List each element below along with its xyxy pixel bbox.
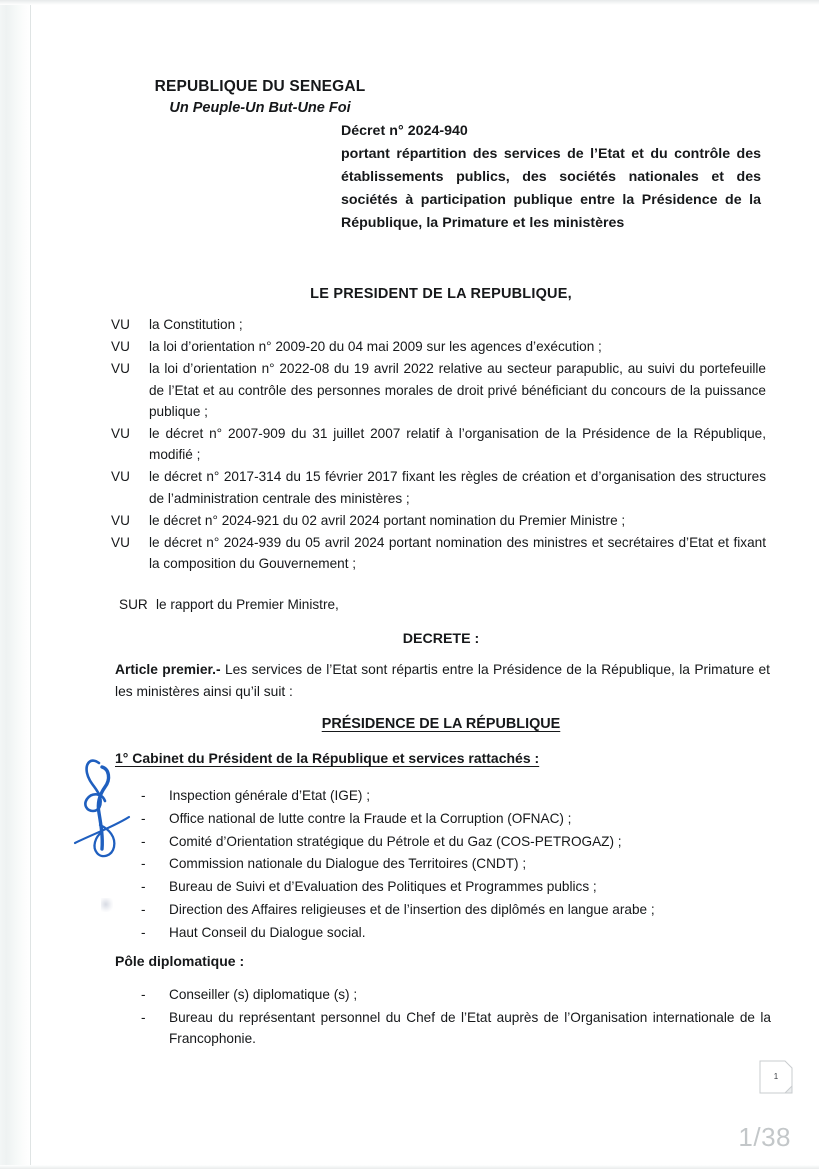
decrete-heading: DECRETE : bbox=[402, 631, 480, 647]
bullet-dash-icon: - bbox=[141, 987, 146, 1002]
viewer-bottom-rule bbox=[0, 1165, 819, 1169]
sur-label: SUR bbox=[119, 597, 148, 612]
article-label: Article premier.- bbox=[115, 662, 221, 677]
vu-clause bbox=[111, 466, 766, 508]
bullet-dash-icon: - bbox=[141, 788, 146, 803]
bullet-dash-icon: - bbox=[141, 924, 146, 940]
vu-text: le décret n° 2007-909 du 31 juillet 2007 relatif à l’organisation de la Présidence de la République, modifié ; bbox=[149, 426, 766, 463]
vu-clause bbox=[111, 336, 766, 357]
vu-clause bbox=[111, 423, 766, 465]
country-name: REPUBLIQUE DU SENEGAL bbox=[154, 78, 366, 95]
list-item-label: Commission nationale du Dialogue des Territoires (CNDT) ; bbox=[169, 856, 527, 872]
list-item-label: Comité d’Orientation stratégique du Pétrole et du Gaz (COS-PETROGAZ) ; bbox=[169, 833, 622, 849]
list-item bbox=[141, 984, 771, 1005]
sur-text: le rapport du Premier Ministre, bbox=[156, 597, 339, 612]
pole-diplomatique-list bbox=[141, 984, 771, 1051]
bullet-dash-icon: - bbox=[141, 879, 146, 895]
bullet-dash-icon: - bbox=[141, 833, 146, 849]
vu-clause bbox=[111, 314, 766, 335]
vu-label: VU bbox=[111, 361, 130, 377]
subsection-heading-cabinet bbox=[115, 750, 539, 766]
vu-label: VU bbox=[111, 317, 130, 332]
vu-text: la loi d’orientation n° 2009-20 du 04 mai 2009 sur les agences d’exécution ; bbox=[149, 339, 602, 355]
list-item-label: Bureau de Suivi et d’Evaluation des Politiques et Programmes publics ; bbox=[169, 879, 597, 895]
page-corner-icon bbox=[758, 1059, 794, 1095]
page-counter: 1/38 bbox=[738, 1122, 791, 1152]
vu-clause-list bbox=[111, 314, 766, 575]
vu-text: le décret n° 2024-921 du 02 avril 2024 portant nomination du Premier Ministre ; bbox=[149, 512, 626, 528]
section-heading-presidence bbox=[111, 716, 771, 732]
vu-text: le décret n° 2024-939 du 05 avril 2024 portant nomination des ministres et secrétaires d’Etat et fixant la composition du Gouvernement ; bbox=[149, 535, 766, 572]
bullet-dash-icon: - bbox=[141, 856, 146, 872]
article-premier bbox=[115, 659, 770, 704]
article-text: Les services de l’Etat sont répartis entre la Présidence de la République, la Primature et les ministères ainsi qu’il suit : bbox=[115, 662, 770, 700]
bullet-dash-icon: - bbox=[141, 902, 146, 918]
vu-clause bbox=[111, 510, 766, 531]
decree-title-body: portant répartition des services de l’Etat et du contrôle des établissements publics, des sociétés nationales et des sociétés à participation publique entre la Présidence de la République, la Primature et les ministères bbox=[341, 146, 761, 231]
subsection-heading-label: 1° Cabinet du Président de la République et services rattachés : bbox=[115, 750, 540, 766]
list-item bbox=[141, 853, 771, 874]
vu-label: VU bbox=[111, 535, 130, 551]
vu-label: VU bbox=[111, 426, 130, 442]
section-heading-label: PRÉSIDENCE DE LA RÉPUBLIQUE bbox=[321, 716, 561, 732]
vu-clause bbox=[111, 532, 766, 574]
cabinet-services-list bbox=[141, 785, 771, 945]
list-item bbox=[141, 808, 771, 829]
pole-diplomatique-heading: Pôle diplomatique : bbox=[115, 953, 245, 969]
vu-text: la loi d’orientation n° 2022-08 du 19 avril 2022 relative au secteur parapublic, au suivi du portefeuille de l’Etat et au contrôle des personnes morales de droit privé bénéficiant du concours de la puissance publique ; bbox=[149, 361, 766, 419]
list-item bbox=[141, 899, 771, 920]
ink-smudge bbox=[101, 898, 113, 912]
list-item-label: Office national de lutte contre la Fraude et la Corruption (OFNAC) ; bbox=[169, 810, 572, 826]
decree-title-block bbox=[341, 120, 761, 235]
vu-text: le décret n° 2017-314 du 15 février 2017 fixant les règles de création et d’organisation des structures de l’administration centrale des ministères ; bbox=[149, 469, 766, 506]
list-item-label: Conseiller (s) diplomatique (s) ; bbox=[169, 987, 358, 1002]
list-item-label: Bureau du représentant personnel du Chef de l’Etat auprès de l’Organisation internationale de la Francophonie. bbox=[169, 1009, 771, 1047]
list-item-label: Direction des Affaires religieuses et de l’insertion des diplômés en langue arabe ; bbox=[169, 902, 655, 918]
vu-clause bbox=[111, 358, 766, 422]
president-line: LE PRESIDENT DE LA REPUBLIQUE, bbox=[310, 286, 572, 302]
national-motto: Un Peuple-Un But-Une Foi bbox=[169, 100, 351, 117]
vu-label: VU bbox=[111, 512, 130, 528]
page-corner-number: 1 bbox=[773, 1071, 779, 1081]
document-header bbox=[115, 77, 405, 118]
list-item bbox=[141, 876, 771, 897]
viewer-left-gutter bbox=[0, 5, 30, 1165]
document-page bbox=[31, 5, 819, 1165]
handwritten-signature-mark bbox=[69, 753, 141, 871]
vu-label: VU bbox=[111, 469, 130, 485]
list-item-label: Haut Conseil du Dialogue social. bbox=[169, 924, 366, 940]
decree-number: Décret n° 2024-940 bbox=[341, 123, 468, 139]
vu-text: la Constitution ; bbox=[149, 317, 243, 332]
bullet-dash-icon: - bbox=[141, 1009, 146, 1025]
bullet-dash-icon: - bbox=[141, 810, 146, 826]
list-item-label: Inspection générale d’Etat (IGE) ; bbox=[169, 788, 370, 803]
vu-label: VU bbox=[111, 339, 130, 355]
list-item bbox=[141, 1007, 771, 1050]
list-item bbox=[141, 831, 771, 852]
list-item bbox=[141, 922, 771, 943]
sur-clause bbox=[119, 594, 759, 615]
list-item bbox=[141, 785, 771, 806]
